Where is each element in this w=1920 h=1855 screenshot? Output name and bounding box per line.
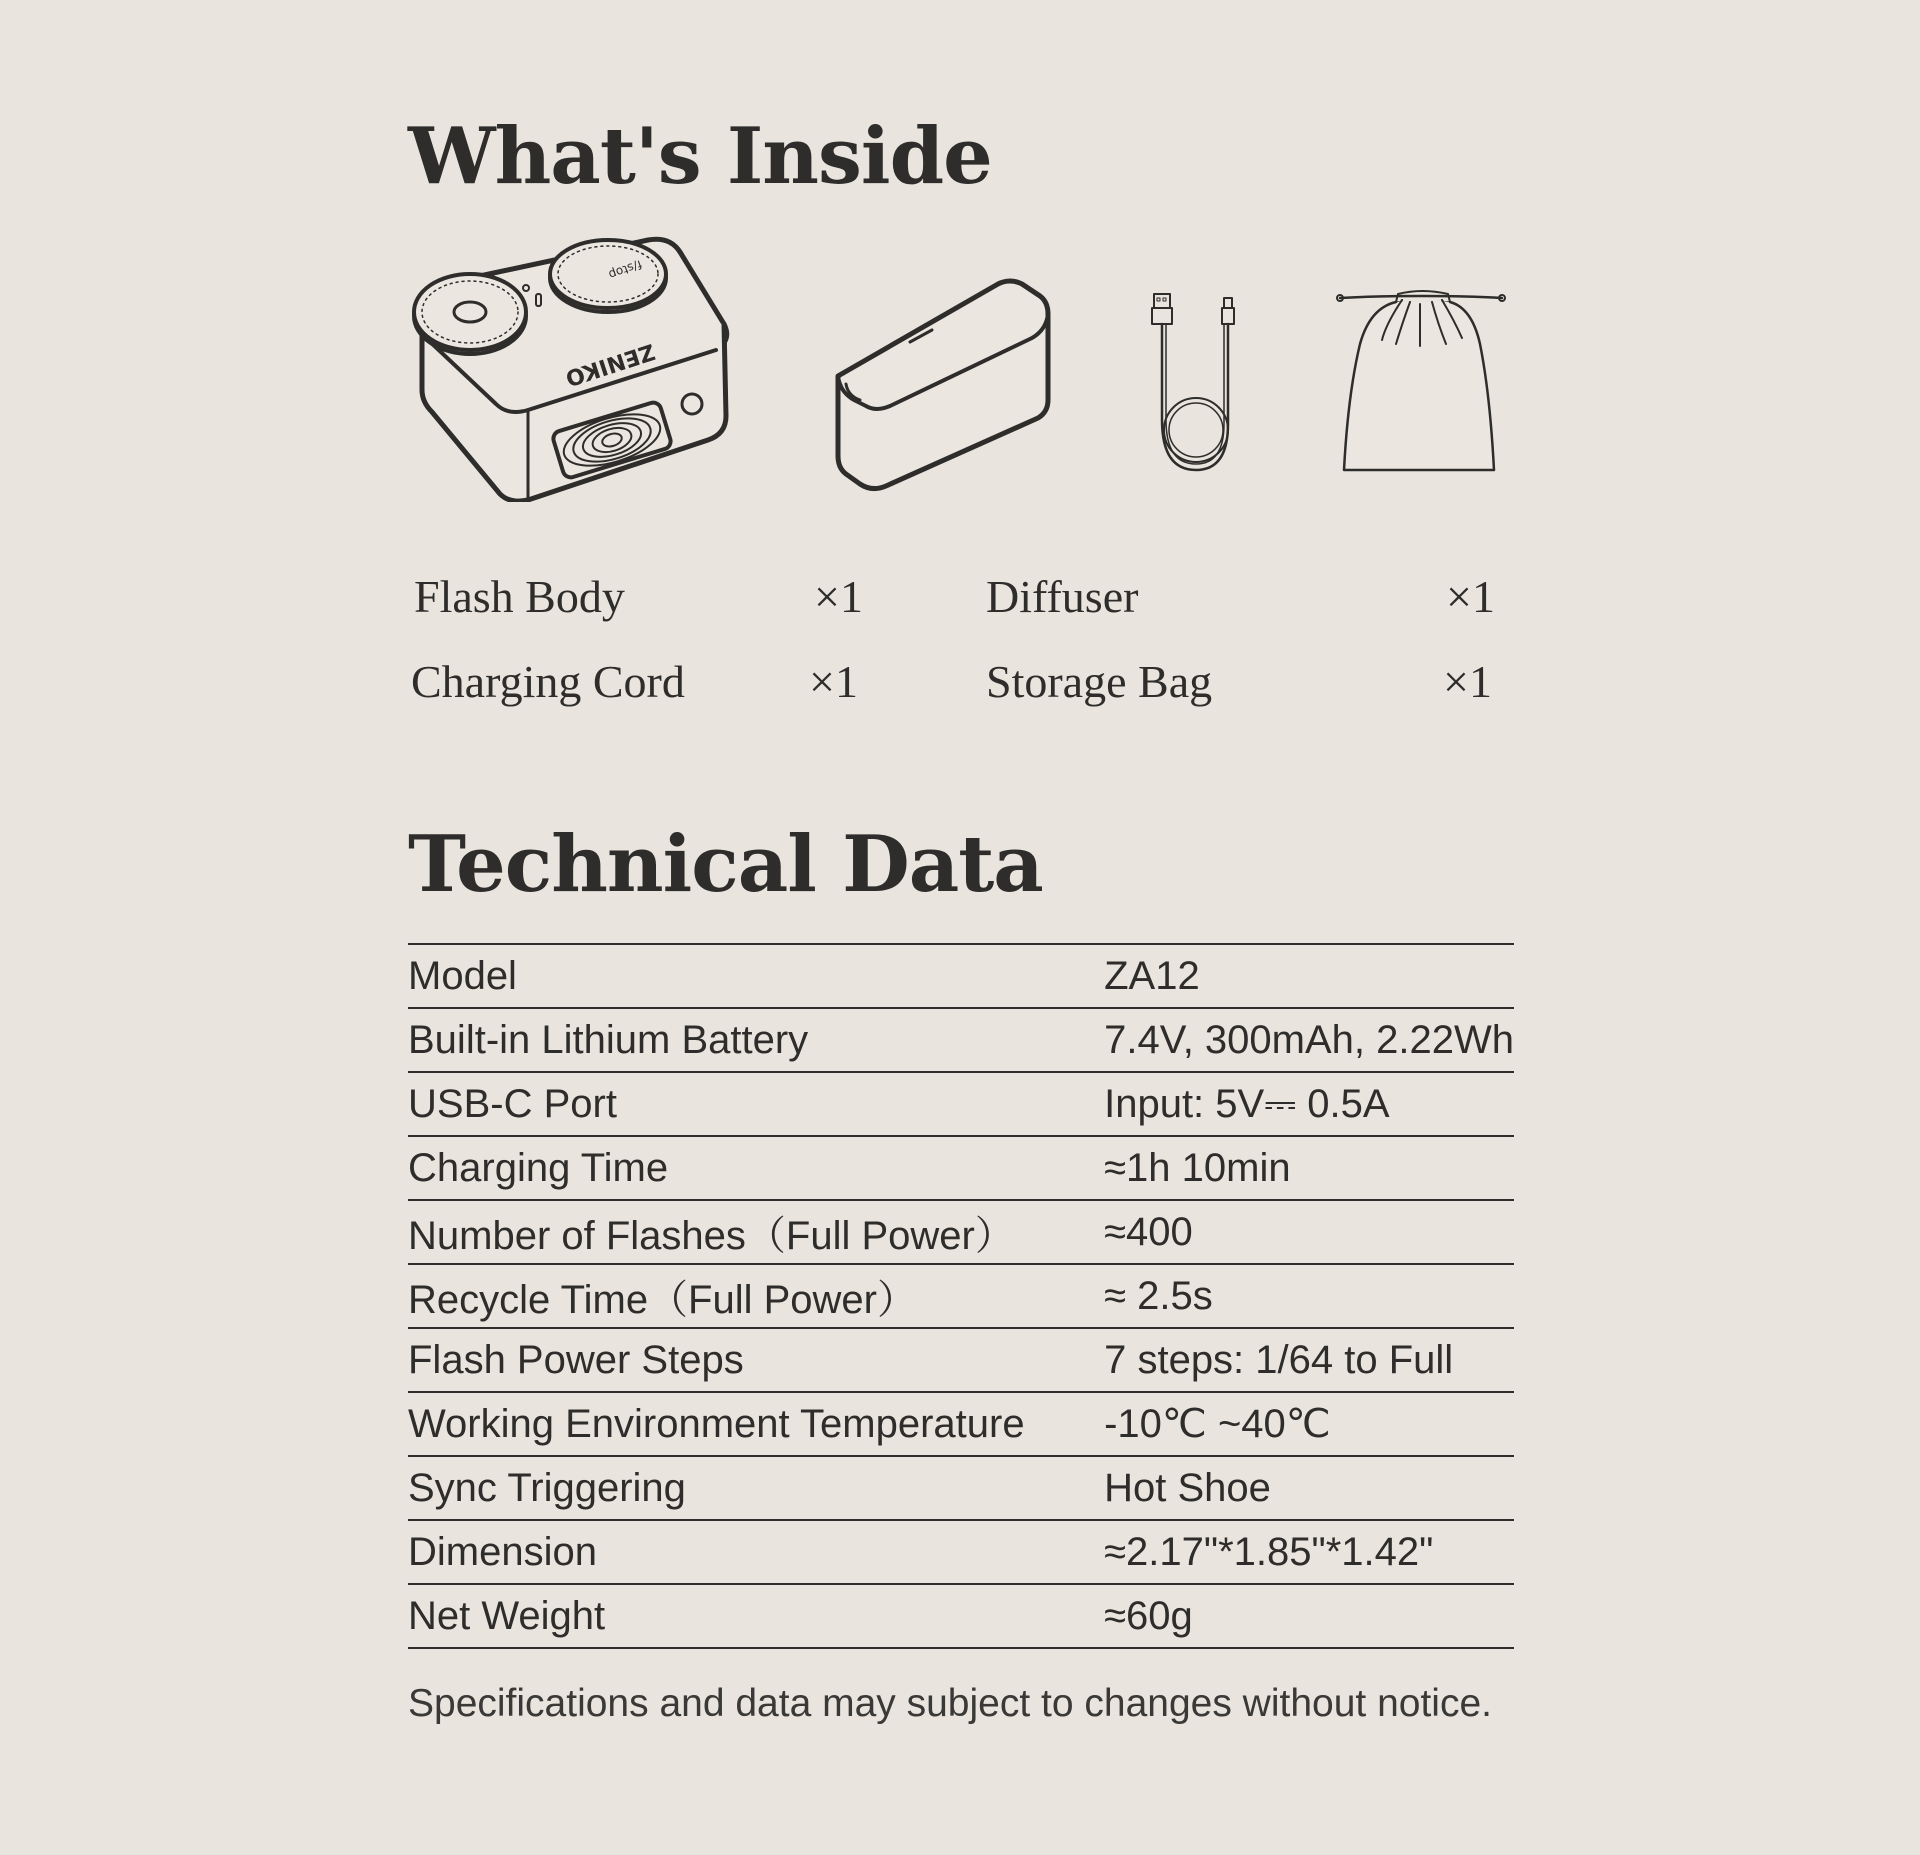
flash-body-illustration — [408, 232, 738, 502]
spec-label: Working Environment Temperature — [408, 1392, 1104, 1456]
technical-data-heading: Technical Data — [408, 819, 1043, 910]
item-qty-flash-body: ×1 — [814, 571, 863, 622]
flash-dial-text: f/stop — [606, 257, 644, 283]
whats-inside-heading: What's Inside — [408, 111, 992, 202]
table-row — [408, 1136, 1514, 1200]
spec-label: Number of Flashes（Full Power） — [408, 1200, 1104, 1264]
table-row — [408, 1328, 1514, 1392]
table-row — [408, 1200, 1514, 1264]
item-name-storage-bag: Storage Bag — [986, 656, 1213, 707]
item-name-flash-body: Flash Body — [414, 571, 625, 622]
spec-label: Sync Triggering — [408, 1456, 1104, 1520]
spec-value: ≈2.17"*1.85"*1.42" — [1104, 1520, 1514, 1584]
spec-label: Model — [408, 944, 1104, 1008]
diffuser-illustration — [832, 276, 1054, 492]
item-name-charging-cord: Charging Cord — [411, 656, 685, 707]
spec-value: ≈1h 10min — [1104, 1136, 1514, 1200]
storage-bag-illustration — [1336, 284, 1506, 476]
spec-label: USB-C Port — [408, 1072, 1104, 1136]
charging-cord-illustration — [1148, 290, 1238, 476]
item-qty-storage-bag: ×1 — [1443, 656, 1492, 707]
spec-value: -10℃ ~40℃ — [1104, 1392, 1514, 1456]
spec-value: ≈ 2.5s — [1104, 1264, 1514, 1328]
spec-label: Charging Time — [408, 1136, 1104, 1200]
table-row — [408, 1072, 1514, 1136]
spec-label: Recycle Time（Full Power） — [408, 1264, 1104, 1328]
technical-data-table — [408, 943, 1514, 1649]
item-name-diffuser: Diffuser — [986, 571, 1139, 622]
item-qty-diffuser: ×1 — [1446, 571, 1495, 622]
spec-value: 7.4V, 300mAh, 2.22Wh — [1104, 1008, 1514, 1072]
specifications-disclaimer: Specifications and data may subject to changes without notice. — [408, 1682, 1492, 1725]
table-row — [408, 944, 1514, 1008]
flash-brand-text: ZENIKO — [562, 338, 658, 391]
table-row — [408, 1264, 1514, 1328]
spec-value: 7 steps: 1/64 to Full — [1104, 1328, 1514, 1392]
spec-value: ZA12 — [1104, 944, 1514, 1008]
table-row — [408, 1008, 1514, 1072]
item-qty-charging-cord: ×1 — [809, 656, 858, 707]
spec-value: Hot Shoe — [1104, 1456, 1514, 1520]
spec-value: ≈60g — [1104, 1584, 1514, 1648]
spec-value: Input: 5V⎓ 0.5A — [1104, 1072, 1514, 1136]
table-row — [408, 1584, 1514, 1648]
table-row — [408, 1520, 1514, 1584]
spec-label: Dimension — [408, 1520, 1104, 1584]
table-row — [408, 1456, 1514, 1520]
spec-label: Built-in Lithium Battery — [408, 1008, 1104, 1072]
table-row — [408, 1392, 1514, 1456]
spec-label: Net Weight — [408, 1584, 1104, 1648]
spec-label: Flash Power Steps — [408, 1328, 1104, 1392]
spec-value: ≈400 — [1104, 1200, 1514, 1264]
